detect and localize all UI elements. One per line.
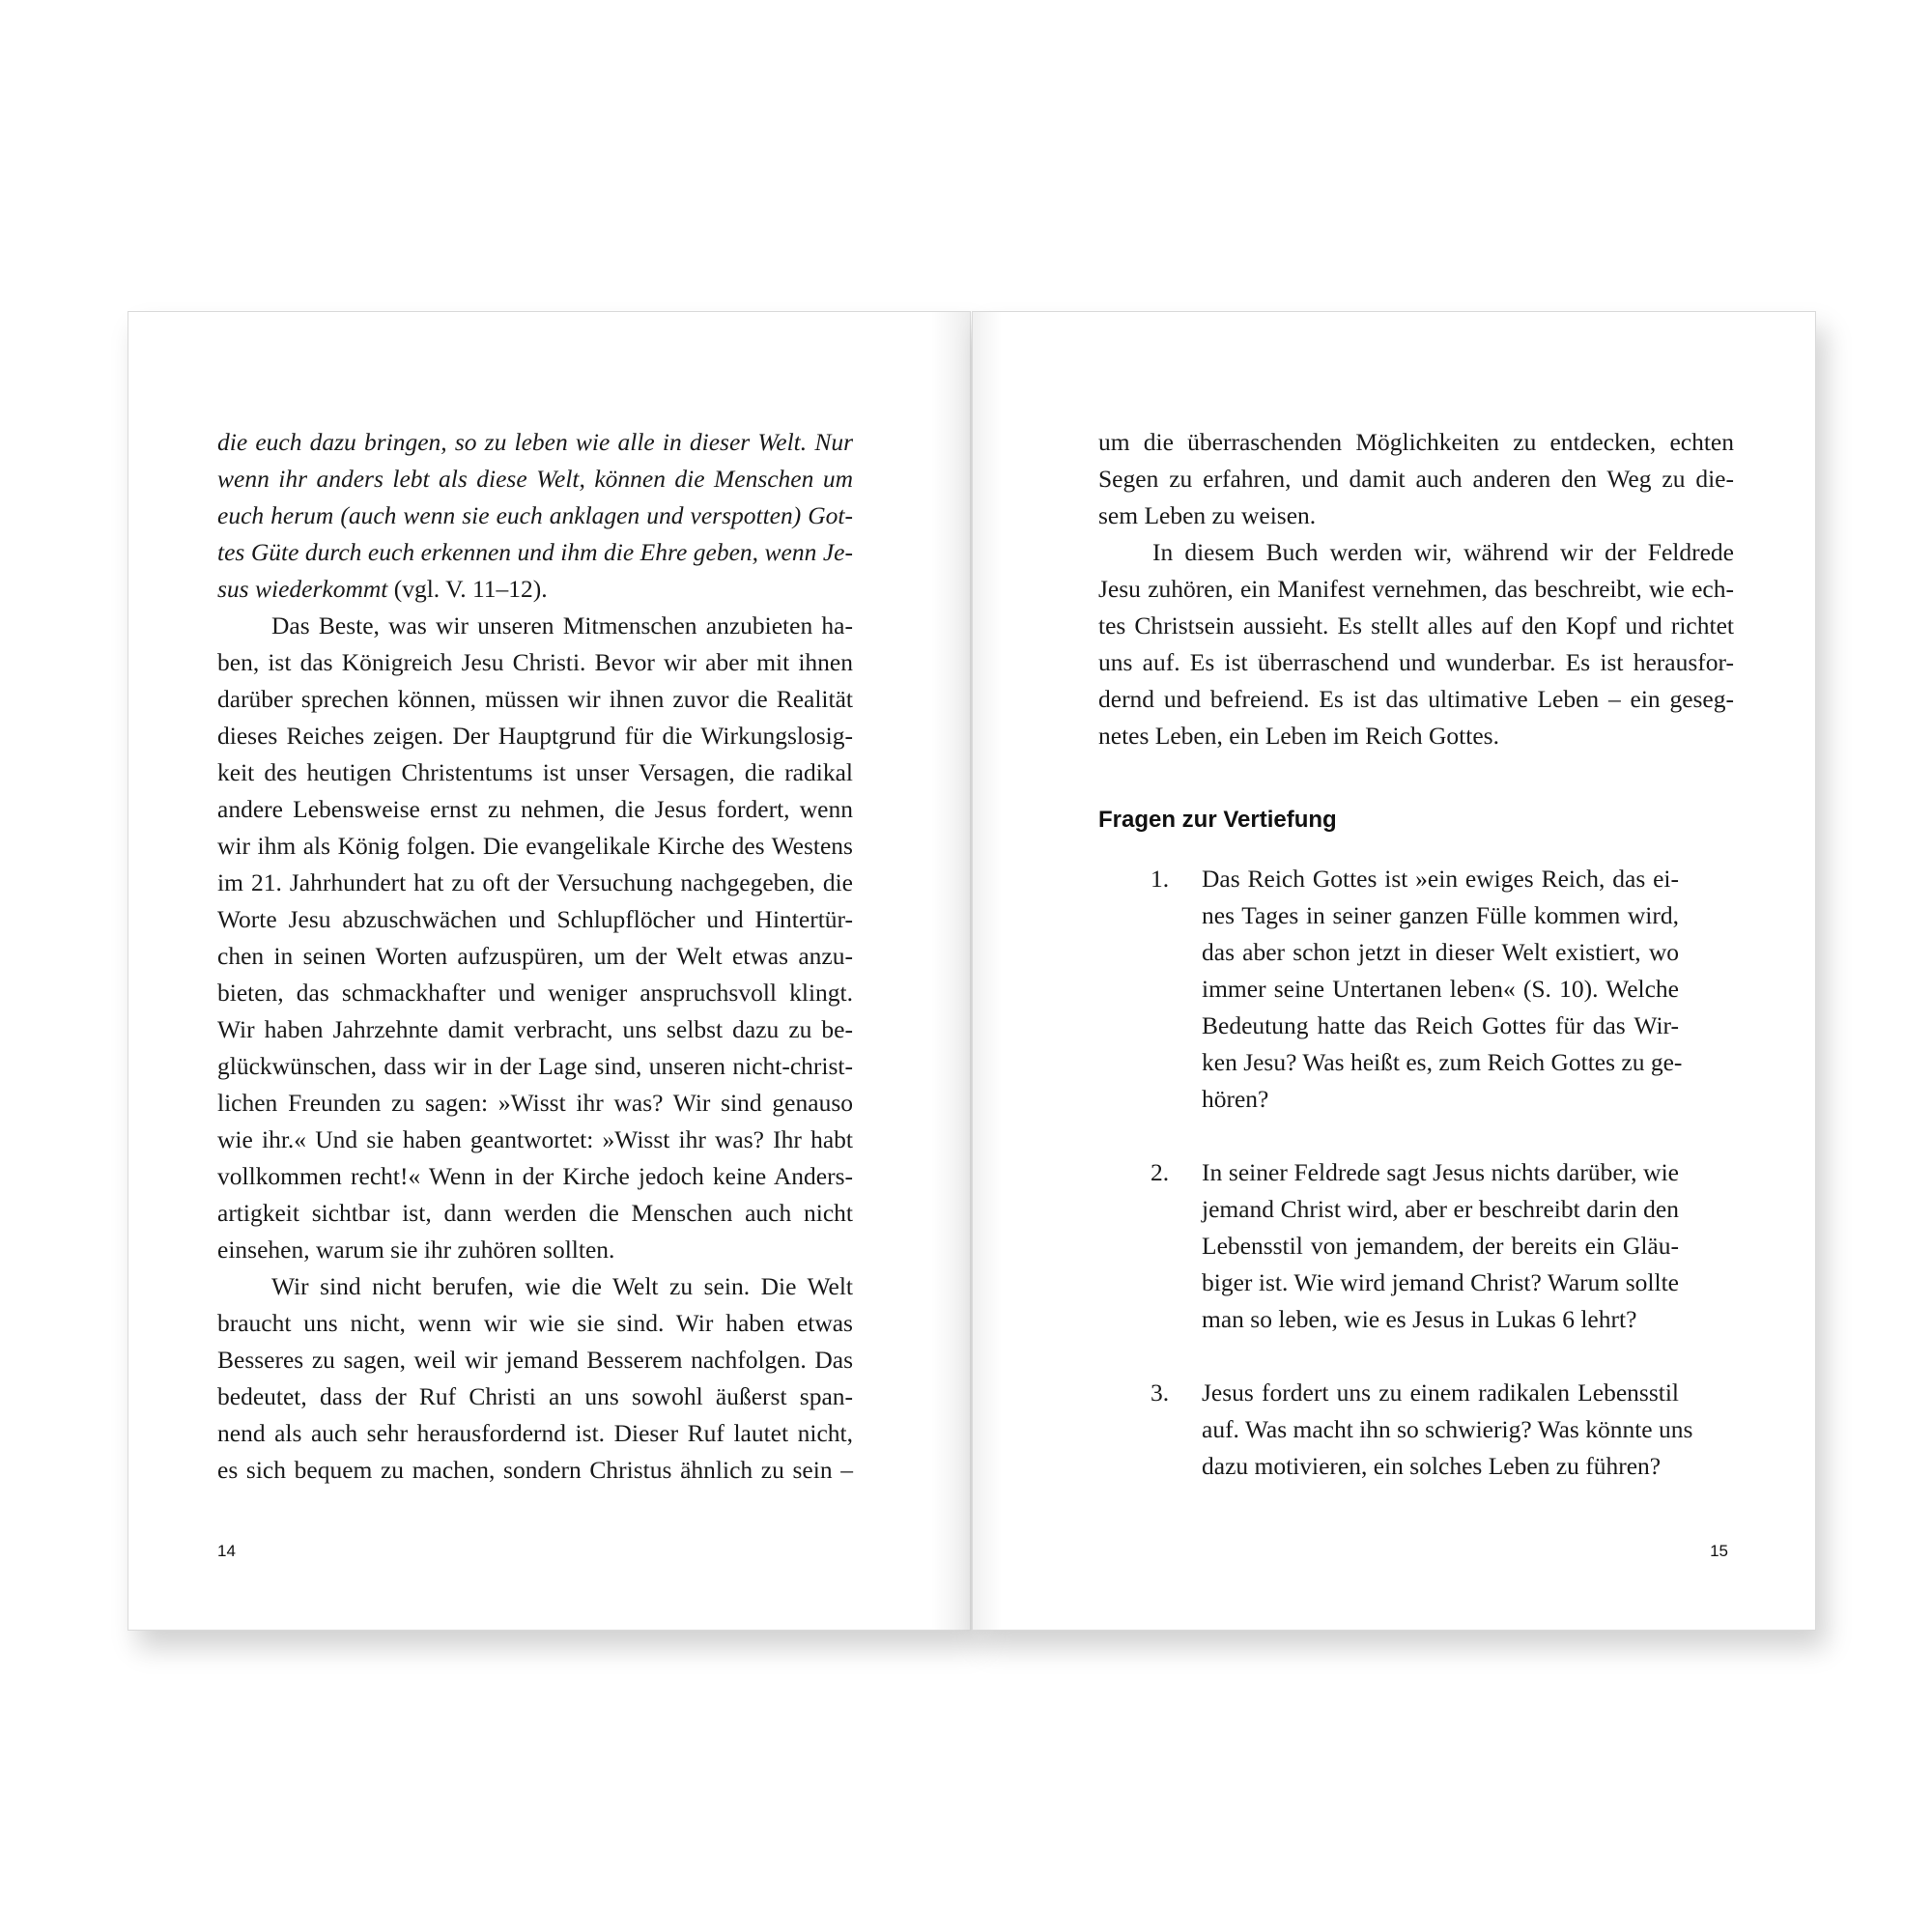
question-line: das aber schon jetzt in dieser Welt existiert, wo <box>1202 938 1679 966</box>
text-line-content: wie ihr.« Und sie haben geantwortet: »Wisst ihr was? Ihr habt <box>217 1125 853 1153</box>
text-line-content: die euch dazu bringen, so zu leben wie alle in dieser Welt. Nur <box>217 428 853 456</box>
question-line: hören? <box>1202 1085 1269 1113</box>
text-line <box>1098 534 1734 571</box>
text-line-content: dieses Reiches zeigen. Der Hauptgrund für die Wirkungslosig- <box>217 722 853 750</box>
right-body-text <box>1098 424 1734 754</box>
section-heading: Fragen zur Vertiefung <box>1098 807 1337 833</box>
question-line: Das Reich Gottes ist »ein ewiges Reich, das ei- <box>1202 865 1679 893</box>
text-line <box>1098 461 1734 497</box>
text-line-content: im 21. Jahrhundert hat zu oft der Versuchung nachgegeben, die <box>217 868 853 896</box>
text-line-content: wir ihm als König folgen. Die evangelikale Kirche des Westens <box>217 832 853 860</box>
text-line-content: Das Beste, was wir unseren Mitmenschen anzubieten ha- <box>271 611 853 639</box>
text-line-content: ben, ist das Königreich Jesu Christi. Bevor wir aber mit ihnen <box>217 648 853 676</box>
question-line: immer seine Untertanen leben« (S. 10). Welche <box>1202 975 1679 1003</box>
text-line <box>1098 718 1734 754</box>
text-line <box>217 608 853 644</box>
gutter-shadow <box>973 312 1002 1630</box>
question-line: dazu motivieren, ein solches Leben zu führen? <box>1202 1452 1662 1480</box>
text-line-content: bedeutet, dass der Ruf Christi an uns sowohl äußerst span- <box>217 1382 853 1410</box>
question-line: ken Jesu? Was heißt es, zum Reich Gottes zu ge- <box>1202 1048 1683 1076</box>
text-line-content: artigkeit sichtbar ist, dann werden die Menschen auch nicht <box>217 1199 853 1227</box>
text-line <box>217 718 853 754</box>
text-line <box>217 865 853 901</box>
page-number-right: 15 <box>1710 1542 1728 1560</box>
question-line: man so leben, wie es Jesus in Lukas 6 lehrt? <box>1202 1305 1637 1333</box>
question-line: Jesus fordert uns zu einem radikalen Lebensstil <box>1202 1378 1679 1406</box>
text-line-content: Wir sind nicht berufen, wie die Welt zu sein. Die Welt <box>271 1272 853 1300</box>
text-line <box>217 497 853 534</box>
left-body-text <box>217 424 853 1489</box>
text-line-content: braucht uns nicht, wenn wir wie sie sind. Wir haben etwas <box>217 1309 853 1337</box>
question-line: In seiner Feldrede sagt Jesus nichts darüber, wie <box>1202 1158 1679 1186</box>
text-line <box>217 1268 853 1305</box>
text-line <box>1098 644 1734 681</box>
text-line <box>217 1195 853 1232</box>
text-line-content: dernd und befreiend. Es ist das ultimative Leben – ein geseg- <box>1098 685 1734 713</box>
text-line-content: keit des heutigen Christentums ist unser Versagen, die radikal <box>217 758 853 786</box>
text-line <box>217 1011 853 1048</box>
text-line <box>217 828 853 865</box>
question-line: nes Tages in seiner ganzen Fülle kommen wird, <box>1202 901 1679 929</box>
text-line-content: Besseres zu sagen, weil wir jemand Besserem nachfolgen. Das <box>217 1346 853 1374</box>
text-line-content: sus wiederkommt <box>217 575 388 603</box>
text-line-content: tes Güte durch euch erkennen und ihm die Ehre geben, wenn Je- <box>217 538 853 566</box>
text-line-content: um die überraschenden Möglichkeiten zu entdecken, echten <box>1098 428 1734 456</box>
text-line <box>1098 681 1734 718</box>
text-line-content: Wir haben Jahrzehnte damit verbracht, uns selbst dazu zu be- <box>217 1015 853 1043</box>
text-line <box>217 1232 853 1268</box>
question-number: 1. <box>1151 865 1170 893</box>
right-page <box>972 311 1816 1631</box>
text-line <box>217 901 853 938</box>
text-line <box>1098 424 1734 461</box>
text-line-content: es sich bequem zu machen, sondern Christus ähnlich zu sein – <box>217 1456 853 1484</box>
text-line-content: bieten, das schmackhafter und weniger anspruchsvoll klingt. <box>217 979 853 1007</box>
text-line <box>217 461 853 497</box>
question-line: jemand Christ wird, aber er beschreibt darin den <box>1202 1195 1679 1223</box>
text-line-content: Worte Jesu abzuschwächen und Schlupflöcher und Hintertür- <box>217 905 853 933</box>
text-line <box>217 1122 853 1158</box>
text-line-content: vollkommen recht!« Wenn in der Kirche jedoch keine Anders- <box>217 1162 853 1190</box>
question-line: Bedeutung hatte das Reich Gottes für das Wir- <box>1202 1011 1679 1039</box>
question-number: 3. <box>1151 1378 1170 1406</box>
text-line <box>217 938 853 975</box>
text-line-content: netes Leben, ein Leben im Reich Gottes. <box>1098 722 1499 750</box>
text-line <box>217 1158 853 1195</box>
text-line-content: Jesu zuhören, ein Manifest vernehmen, das beschreibt, wie ech- <box>1098 575 1734 603</box>
text-line-tail: (vgl. V. 11–12). <box>387 575 548 603</box>
text-line <box>217 644 853 681</box>
text-line <box>217 1305 853 1342</box>
text-line-content: nend als auch sehr herausfordernd ist. Dieser Ruf lautet nicht, <box>217 1419 853 1447</box>
question-text <box>1202 1375 1693 1485</box>
text-line-content: In diesem Buch werden wir, während wir der Feldrede <box>1152 538 1734 566</box>
text-line <box>217 1415 853 1452</box>
question-line: biger ist. Wie wird jemand Christ? Warum sollte <box>1202 1268 1679 1296</box>
text-line-content: darüber sprechen können, müssen wir ihnen zuvor die Realität <box>217 685 853 713</box>
text-line-content: lichen Freunden zu sagen: »Wisst ihr was? Wir sind genauso <box>217 1089 853 1117</box>
gutter-shadow <box>931 312 970 1630</box>
question-text <box>1202 861 1683 1118</box>
text-line <box>217 754 853 791</box>
text-line <box>217 1452 853 1489</box>
text-line-content: glückwünschen, dass wir in der Lage sind, unseren nicht-christ- <box>217 1052 853 1080</box>
text-line-content: tes Christsein aussieht. Es stellt alles auf den Kopf und richtet <box>1098 611 1734 639</box>
text-line <box>217 681 853 718</box>
text-line-content: sem Leben zu weisen. <box>1098 501 1317 529</box>
text-line <box>1098 497 1734 534</box>
text-line-content: uns auf. Es ist überraschend und wunderbar. Es ist herausfor- <box>1098 648 1734 676</box>
question-text <box>1202 1154 1679 1338</box>
text-line <box>217 424 853 461</box>
text-line <box>217 1378 853 1415</box>
question-line: Lebensstil von jemandem, der bereits ein Gläu- <box>1202 1232 1679 1260</box>
left-page <box>128 311 971 1631</box>
text-line <box>217 791 853 828</box>
text-line <box>217 1085 853 1122</box>
text-line-content: euch herum (auch wenn sie euch anklagen und verspotten) Got- <box>217 501 853 529</box>
text-line <box>217 1342 853 1378</box>
question-number: 2. <box>1151 1158 1170 1186</box>
open-book <box>128 311 1816 1631</box>
text-line <box>1098 608 1734 644</box>
text-line <box>217 1048 853 1085</box>
text-line-content: chen in seinen Worten aufzuspüren, um der Welt etwas anzu- <box>217 942 853 970</box>
text-line <box>217 534 853 571</box>
text-line-content: andere Lebensweise ernst zu nehmen, die Jesus fordert, wenn <box>217 795 853 823</box>
text-line <box>217 975 853 1011</box>
text-line <box>1098 571 1734 608</box>
text-line-content: einsehen, warum sie ihr zuhören sollten. <box>217 1236 615 1264</box>
question-line: auf. Was macht ihn so schwierig? Was könnte uns <box>1202 1415 1693 1443</box>
text-line <box>217 571 853 608</box>
text-line-content: Segen zu erfahren, und damit auch anderen den Weg zu die- <box>1098 465 1734 493</box>
text-line-content: wenn ihr anders lebt als diese Welt, können die Menschen um <box>217 465 853 493</box>
page-number-left: 14 <box>217 1542 236 1560</box>
